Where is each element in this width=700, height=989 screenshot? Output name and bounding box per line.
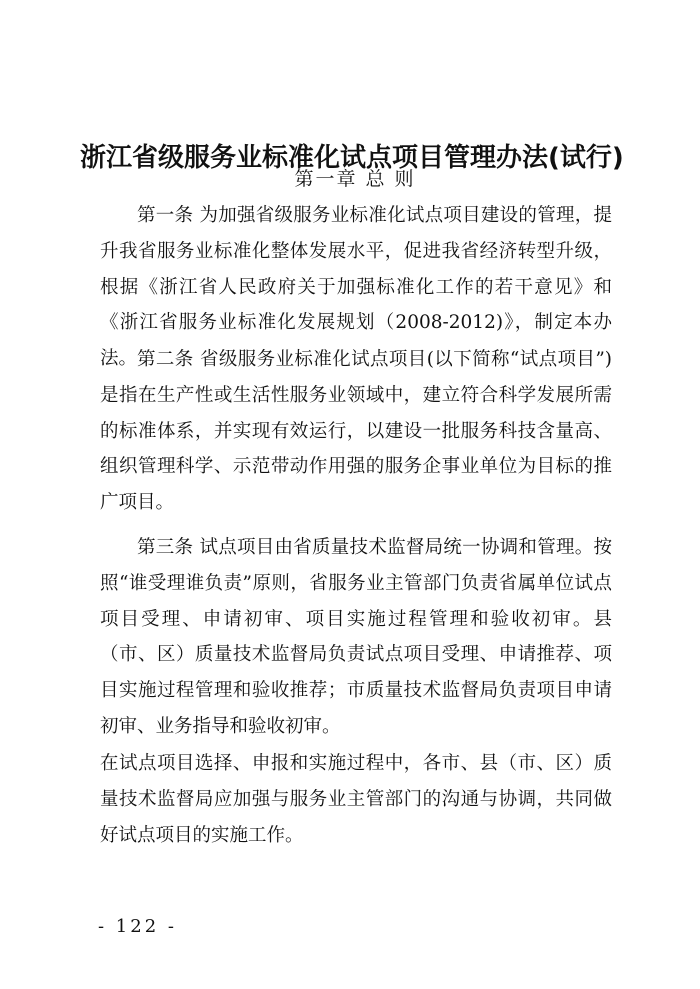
document-title: 浙江省级服务业标准化试点项目管理办法(试行)	[80, 143, 624, 174]
article-3-supplement-paragraph: 在试点项目选择、申报和实施过程中，各市、县（市、区）质量技术监督局应加强与服务业主管部门的沟通与协调，共同做好试点项目的实施工作。	[100, 753, 612, 846]
article-2-paragraph: 第二条 省级服务业标准化试点项目(以下简称“试点项目”)是指在生产性或生活性服务业领域中，建立符合科学发展所需的标准体系，并实现有效运行，以建设一批服务科技含量高、组织管理科学、示范带动作用强的服务企事业单位为目标的推广项目。	[100, 349, 612, 514]
article-3-paragraph: 第三条 试点项目由省质量技术监督局统一协调和管理。按照“谁受理谁负责”原则，省服务业主管部门负责省属单位试点项目受理、申请初审、项目实施过程管理和验收初审。县（市、区）质量技术监督局负责试点项目受理、申请推荐、项目实施过程管理和验收推荐；市质量技术监督局负责项目申请初审、业务指导和验收初审。	[100, 537, 612, 737]
article-1-paragraph: 第一条 为加强省级服务业标准化试点项目建设的管理，提升我省服务业标准化整体发展水平，促进我省经济转型升级，根据《浙江省人民政府关于加强标准化工作的若干意见》和《浙江省服务业标准化发展规划（2008-2012)》，制定本办法。	[100, 205, 612, 370]
page-number: - 122 -	[98, 916, 177, 937]
chapter-heading: 第一章 总 则	[294, 168, 416, 190]
